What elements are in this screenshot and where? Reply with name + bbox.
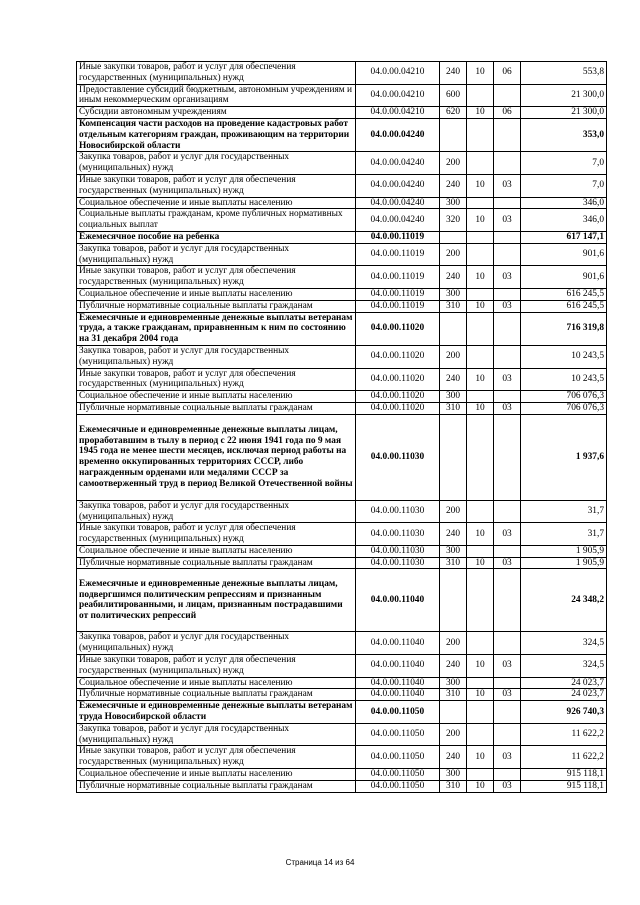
row-vr-cell <box>440 569 467 632</box>
row-name-cell: Ежемесячные и единовременные денежные выплаты ветеранам труда Новосибирской области <box>77 701 356 724</box>
row-amount-cell: 346,0 <box>521 197 607 209</box>
row-pr-cell: 03 <box>494 174 521 197</box>
row-rz-cell <box>467 677 494 689</box>
table-row <box>77 677 607 689</box>
row-pr-cell: 03 <box>494 689 521 701</box>
budget-table-body <box>77 62 607 793</box>
row-rz-cell: 10 <box>467 689 494 701</box>
row-name-cell: Закупка товаров, работ и услуг для государственных (муниципальных) нужд <box>77 243 356 266</box>
table-row-section <box>77 414 607 500</box>
table-row <box>77 345 607 368</box>
row-rz-cell <box>467 769 494 781</box>
row-name-cell: Социальное обеспечение и иные выплаты населению <box>77 545 356 557</box>
row-code-cell: 04.0.00.11030 <box>356 500 440 523</box>
row-name-cell: Иные закупки товаров, работ и услуг для обеспечения государственных (муниципальных) нужд <box>77 523 356 546</box>
row-amount-cell: 616 245,5 <box>521 300 607 312</box>
table-row <box>77 523 607 546</box>
row-code-cell: 04.0.00.11030 <box>356 545 440 557</box>
table-row-section <box>77 569 607 632</box>
table-row <box>77 769 607 781</box>
row-vr-cell <box>440 118 467 151</box>
row-pr-cell <box>494 677 521 689</box>
row-rz-cell <box>467 288 494 300</box>
row-rz-cell: 10 <box>467 557 494 569</box>
row-rz-cell <box>467 545 494 557</box>
row-code-cell: 04.0.00.11050 <box>356 746 440 769</box>
row-pr-cell <box>494 701 521 724</box>
row-rz-cell: 10 <box>467 523 494 546</box>
row-rz-cell <box>467 414 494 500</box>
row-vr-cell: 200 <box>440 723 467 746</box>
row-rz-cell: 10 <box>467 107 494 119</box>
row-vr-cell: 200 <box>440 500 467 523</box>
table-row <box>77 174 607 197</box>
row-code-cell: 04.0.00.04240 <box>356 197 440 209</box>
table-row <box>77 746 607 769</box>
row-pr-cell: 03 <box>494 402 521 414</box>
row-vr-cell: 240 <box>440 174 467 197</box>
row-name-cell: Публичные нормативные социальные выплаты гражданам <box>77 780 356 792</box>
table-row <box>77 545 607 557</box>
row-amount-cell: 1 905,9 <box>521 545 607 557</box>
table-row <box>77 288 607 300</box>
row-name-cell: Иные закупки товаров, работ и услуг для обеспечения государственных (муниципальных) нужд <box>77 368 356 391</box>
row-name-cell: Иные закупки товаров, работ и услуг для обеспечения государственных (муниципальных) нужд <box>77 655 356 678</box>
table-row <box>77 107 607 119</box>
row-rz-cell <box>467 723 494 746</box>
row-vr-cell <box>440 414 467 500</box>
row-name-cell: Ежемесячное пособие на ребенка <box>77 231 356 243</box>
row-amount-cell: 24 023,7 <box>521 689 607 701</box>
row-amount-cell: 21 300,0 <box>521 107 607 119</box>
row-name-cell: Социальное обеспечение и иные выплаты населению <box>77 769 356 781</box>
row-rz-cell: 10 <box>467 655 494 678</box>
table-row <box>77 391 607 403</box>
row-pr-cell <box>494 545 521 557</box>
row-amount-cell: 706 076,3 <box>521 402 607 414</box>
row-amount-cell: 353,0 <box>521 118 607 151</box>
table-row <box>77 402 607 414</box>
row-pr-cell: 03 <box>494 300 521 312</box>
row-vr-cell: 200 <box>440 243 467 266</box>
row-rz-cell <box>467 391 494 403</box>
row-vr-cell <box>440 312 467 345</box>
row-rz-cell <box>467 632 494 655</box>
row-amount-cell: 915 118,1 <box>521 769 607 781</box>
row-code-cell: 04.0.00.11050 <box>356 701 440 724</box>
table-row <box>77 197 607 209</box>
row-pr-cell: 03 <box>494 780 521 792</box>
row-name-cell: Иные закупки товаров, работ и услуг для обеспечения государственных (муниципальных) нужд <box>77 746 356 769</box>
row-vr-cell: 310 <box>440 300 467 312</box>
row-code-cell: 04.0.00.11040 <box>356 569 440 632</box>
row-code-cell: 04.0.00.04210 <box>356 84 440 107</box>
table-row <box>77 655 607 678</box>
row-code-cell: 04.0.00.04210 <box>356 107 440 119</box>
row-rz-cell: 10 <box>467 62 494 85</box>
row-code-cell: 04.0.00.04240 <box>356 174 440 197</box>
row-amount-cell: 10 243,5 <box>521 368 607 391</box>
table-row <box>77 632 607 655</box>
row-rz-cell <box>467 197 494 209</box>
row-pr-cell <box>494 391 521 403</box>
row-code-cell: 04.0.00.11040 <box>356 655 440 678</box>
row-vr-cell: 620 <box>440 107 467 119</box>
row-rz-cell: 10 <box>467 300 494 312</box>
row-pr-cell <box>494 345 521 368</box>
row-rz-cell <box>467 345 494 368</box>
row-rz-cell: 10 <box>467 780 494 792</box>
row-vr-cell: 600 <box>440 84 467 107</box>
row-name-cell: Социальные выплаты гражданам, кроме публичных нормативных социальных выплат <box>77 209 356 232</box>
row-amount-cell: 617 147,1 <box>521 231 607 243</box>
row-pr-cell: 03 <box>494 368 521 391</box>
row-amount-cell: 324,5 <box>521 632 607 655</box>
row-code-cell: 04.0.00.11020 <box>356 345 440 368</box>
row-code-cell: 04.0.00.04240 <box>356 152 440 175</box>
row-amount-cell: 31,7 <box>521 523 607 546</box>
table-row <box>77 84 607 107</box>
row-code-cell: 04.0.00.11020 <box>356 312 440 345</box>
row-code-cell: 04.0.00.11019 <box>356 266 440 289</box>
row-rz-cell: 10 <box>467 746 494 769</box>
row-name-cell: Социальное обеспечение и иные выплаты населению <box>77 288 356 300</box>
row-rz-cell: 10 <box>467 209 494 232</box>
row-amount-cell: 24 023,7 <box>521 677 607 689</box>
table-row <box>77 723 607 746</box>
row-name-cell: Закупка товаров, работ и услуг для государственных (муниципальных) нужд <box>77 632 356 655</box>
row-pr-cell: 06 <box>494 107 521 119</box>
row-vr-cell: 310 <box>440 557 467 569</box>
row-code-cell: 04.0.00.11040 <box>356 632 440 655</box>
row-vr-cell: 240 <box>440 746 467 769</box>
row-vr-cell: 300 <box>440 197 467 209</box>
row-name-cell: Закупка товаров, работ и услуг для государственных (муниципальных) нужд <box>77 152 356 175</box>
row-name-cell: Компенсация части расходов на проведение кадастровых работ отдельным категориям граждан, проживающим на территории Новосибирской области <box>77 118 356 151</box>
row-name-cell: Публичные нормативные социальные выплаты гражданам <box>77 689 356 701</box>
row-vr-cell: 300 <box>440 769 467 781</box>
row-rz-cell <box>467 701 494 724</box>
table-row <box>77 152 607 175</box>
row-amount-cell: 901,6 <box>521 243 607 266</box>
row-pr-cell <box>494 84 521 107</box>
row-amount-cell: 31,7 <box>521 500 607 523</box>
row-pr-cell <box>494 231 521 243</box>
row-code-cell: 04.0.00.11030 <box>356 414 440 500</box>
row-code-cell: 04.0.00.04240 <box>356 209 440 232</box>
row-pr-cell <box>494 569 521 632</box>
page-number: Страница 14 из 64 <box>285 858 355 867</box>
row-name-cell: Социальное обеспечение и иные выплаты населению <box>77 677 356 689</box>
row-vr-cell: 200 <box>440 345 467 368</box>
row-vr-cell: 240 <box>440 266 467 289</box>
row-rz-cell <box>467 500 494 523</box>
table-row <box>77 266 607 289</box>
row-amount-cell: 926 740,3 <box>521 701 607 724</box>
row-code-cell: 04.0.00.11019 <box>356 231 440 243</box>
row-pr-cell: 03 <box>494 523 521 546</box>
row-amount-cell: 11 622,2 <box>521 723 607 746</box>
table-row-section <box>77 231 607 243</box>
row-code-cell: 04.0.00.11050 <box>356 723 440 746</box>
row-name-cell: Социальное обеспечение и иные выплаты населению <box>77 391 356 403</box>
row-amount-cell: 915 118,1 <box>521 780 607 792</box>
row-pr-cell: 03 <box>494 746 521 769</box>
row-rz-cell: 10 <box>467 368 494 391</box>
row-code-cell: 04.0.00.11050 <box>356 780 440 792</box>
row-amount-cell: 346,0 <box>521 209 607 232</box>
row-amount-cell: 1 937,6 <box>521 414 607 500</box>
row-amount-cell: 7,0 <box>521 152 607 175</box>
row-vr-cell: 240 <box>440 655 467 678</box>
row-rz-cell <box>467 569 494 632</box>
row-name-cell: Предоставление субсидий бюджетным, автономным учреждениям и иным некоммерческим организациям <box>77 84 356 107</box>
table-row <box>77 243 607 266</box>
row-vr-cell: 200 <box>440 152 467 175</box>
row-amount-cell: 616 245,5 <box>521 288 607 300</box>
row-amount-cell: 324,5 <box>521 655 607 678</box>
row-pr-cell <box>494 243 521 266</box>
row-pr-cell <box>494 152 521 175</box>
row-pr-cell <box>494 632 521 655</box>
row-pr-cell: 06 <box>494 62 521 85</box>
row-amount-cell: 21 300,0 <box>521 84 607 107</box>
row-rz-cell: 10 <box>467 174 494 197</box>
row-name-cell: Ежемесячные и единовременные денежные выплаты ветеранам труда, а также гражданам, приравненным к ним по состоянию на 31 декабря 2004 года <box>77 312 356 345</box>
row-code-cell: 04.0.00.11020 <box>356 368 440 391</box>
row-pr-cell: 03 <box>494 557 521 569</box>
row-name-cell: Иные закупки товаров, работ и услуг для обеспечения государственных (муниципальных) нужд <box>77 174 356 197</box>
row-name-cell: Публичные нормативные социальные выплаты гражданам <box>77 557 356 569</box>
row-name-cell: Публичные нормативные социальные выплаты гражданам <box>77 300 356 312</box>
row-pr-cell: 03 <box>494 209 521 232</box>
row-vr-cell: 240 <box>440 523 467 546</box>
row-code-cell: 04.0.00.11020 <box>356 391 440 403</box>
row-amount-cell: 1 905,9 <box>521 557 607 569</box>
table-row <box>77 209 607 232</box>
row-rz-cell <box>467 118 494 151</box>
row-name-cell: Закупка товаров, работ и услуг для государственных (муниципальных) нужд <box>77 723 356 746</box>
row-pr-cell <box>494 723 521 746</box>
budget-table <box>76 61 607 793</box>
row-vr-cell <box>440 701 467 724</box>
row-rz-cell <box>467 84 494 107</box>
table-row-section <box>77 701 607 724</box>
table-row <box>77 300 607 312</box>
row-pr-cell <box>494 118 521 151</box>
row-code-cell: 04.0.00.11030 <box>356 557 440 569</box>
row-code-cell: 04.0.00.11040 <box>356 677 440 689</box>
row-rz-cell <box>467 231 494 243</box>
row-rz-cell <box>467 152 494 175</box>
row-name-cell: Закупка товаров, работ и услуг для государственных (муниципальных) нужд <box>77 500 356 523</box>
row-code-cell: 04.0.00.11020 <box>356 402 440 414</box>
row-amount-cell: 10 243,5 <box>521 345 607 368</box>
row-vr-cell: 310 <box>440 689 467 701</box>
row-name-cell: Ежемесячные и единовременные денежные выплаты лицам, проработавшим в тылу в период с 22 июня 1941 года по 9 мая 1945 года не менее шести месяцев, исключая период работы на временно оккупированных территориях СССР, либо награжденным орденами или медалями СССР за самоотверженный труд в период Великой Отечественной войны <box>77 414 356 500</box>
row-vr-cell: 310 <box>440 402 467 414</box>
table-row <box>77 62 607 85</box>
row-vr-cell: 300 <box>440 677 467 689</box>
row-vr-cell: 200 <box>440 632 467 655</box>
row-pr-cell <box>494 312 521 345</box>
row-code-cell: 04.0.00.04210 <box>356 62 440 85</box>
row-pr-cell <box>494 500 521 523</box>
row-rz-cell: 10 <box>467 266 494 289</box>
row-name-cell: Социальное обеспечение и иные выплаты населению <box>77 197 356 209</box>
row-vr-cell: 300 <box>440 391 467 403</box>
row-amount-cell: 716 319,8 <box>521 312 607 345</box>
row-vr-cell: 300 <box>440 545 467 557</box>
row-amount-cell: 706 076,3 <box>521 391 607 403</box>
row-code-cell: 04.0.00.11019 <box>356 243 440 266</box>
row-code-cell: 04.0.00.11050 <box>356 769 440 781</box>
row-vr-cell: 320 <box>440 209 467 232</box>
row-rz-cell <box>467 243 494 266</box>
row-pr-cell <box>494 414 521 500</box>
table-row-section <box>77 312 607 345</box>
table-row <box>77 500 607 523</box>
table-row <box>77 368 607 391</box>
row-pr-cell: 03 <box>494 266 521 289</box>
table-row <box>77 689 607 701</box>
row-amount-cell: 901,6 <box>521 266 607 289</box>
table-row-section <box>77 118 607 151</box>
row-code-cell: 04.0.00.11019 <box>356 300 440 312</box>
table-row <box>77 557 607 569</box>
row-code-cell: 04.0.00.04240 <box>356 118 440 151</box>
row-vr-cell: 240 <box>440 368 467 391</box>
row-amount-cell: 553,8 <box>521 62 607 85</box>
row-amount-cell: 11 622,2 <box>521 746 607 769</box>
row-pr-cell <box>494 197 521 209</box>
row-amount-cell: 7,0 <box>521 174 607 197</box>
row-code-cell: 04.0.00.11030 <box>356 523 440 546</box>
row-rz-cell: 10 <box>467 402 494 414</box>
row-rz-cell <box>467 312 494 345</box>
row-name-cell: Субсидии автономным учреждениям <box>77 107 356 119</box>
row-vr-cell: 310 <box>440 780 467 792</box>
row-vr-cell <box>440 231 467 243</box>
row-name-cell: Публичные нормативные социальные выплаты гражданам <box>77 402 356 414</box>
row-name-cell: Ежемесячные и единовременные денежные выплаты лицам, подвергшимся политическим репрессиям и признанным реабилитированными, и лицам, признанным пострадавшими от политических репрессий <box>77 569 356 632</box>
row-name-cell: Иные закупки товаров, работ и услуг для обеспечения государственных (муниципальных) нужд <box>77 266 356 289</box>
table-row <box>77 780 607 792</box>
row-amount-cell: 24 348,2 <box>521 569 607 632</box>
row-pr-cell: 03 <box>494 655 521 678</box>
row-vr-cell: 300 <box>440 288 467 300</box>
row-code-cell: 04.0.00.11019 <box>356 288 440 300</box>
row-code-cell: 04.0.00.11040 <box>356 689 440 701</box>
row-name-cell: Иные закупки товаров, работ и услуг для обеспечения государственных (муниципальных) нужд <box>77 62 356 85</box>
row-pr-cell <box>494 288 521 300</box>
row-name-cell: Закупка товаров, работ и услуг для государственных (муниципальных) нужд <box>77 345 356 368</box>
row-pr-cell <box>494 769 521 781</box>
row-vr-cell: 240 <box>440 62 467 85</box>
